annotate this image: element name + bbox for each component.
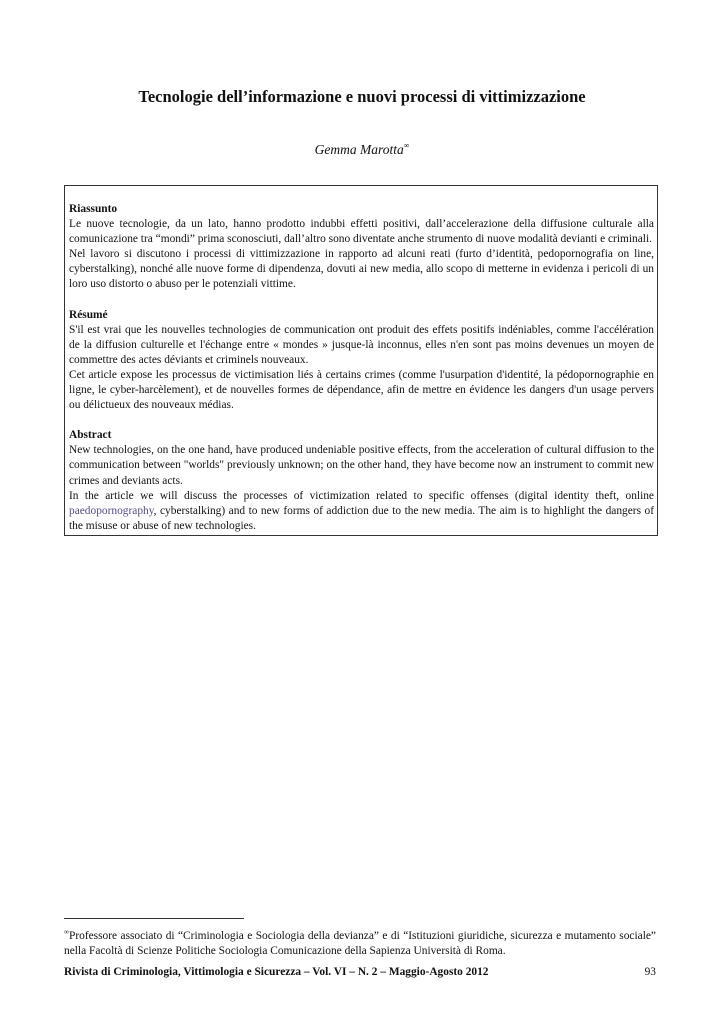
footnote: [64, 925, 656, 959]
abstract-paragraph: New technologies, on the one hand, have produced undeniable positive effects, from the acceleration of cultural diffusion to the communication between "worlds" previously unknown; on the other hand, they have become now an instrument to commit new crimes and deviants acts.: [69, 444, 654, 487]
riassunto-paragraph: Le nuove tecnologie, da un lato, hanno prodotto indubbi effetti positivi, dall’accelerazione della diffusione culturale alla comunicazione tra “mondi” prima sconosciuti, dall’altro sono diventate anche strumento di nuove modalità devianti e criminali.: [69, 218, 654, 246]
journal-footer: Rivista di Criminologia, Vittimologia e Sicurezza – Vol. VI – N. 2 – Maggio-Agosto 2012: [64, 966, 489, 978]
abstract-section: [69, 428, 654, 534]
author-footnote-mark[interactable]: ∞: [403, 141, 410, 150]
abstract-text: , cyberstalking) and to new forms of addiction due to the new media. The aim is to highlight the dangers of the misuse or abuse of new technologies.: [69, 504, 654, 532]
riassunto-section: [69, 202, 654, 293]
article-author: [0, 137, 724, 159]
abstract-heading: Abstract: [69, 429, 112, 442]
footnote-mark: ∞: [64, 928, 69, 936]
riassunto-heading: Riassunto: [69, 203, 118, 215]
riassunto-paragraph: Nel lavoro si discutono i processi di vittimizzazione in rapporto ad alcuni reati (furto d’identità, pedopornografia on line, cyberstalking), nonché alle nuove forme di dipendenza, dovuti ai new media, allo scopo di metterne in evidenza i pericoli di un loro uso distorto o abuso per le potenziali vittime.: [69, 248, 654, 291]
footnote-text: Professore associato di “Criminologia e Sociologia della devianza” e di “Istituzioni giuridiche, sicurezza e mutamento sociale” nella Facoltà di Scienze Politiche Sociologia Comunicazione della Sapienza Università di Roma.: [64, 930, 656, 958]
paedopornography-link[interactable]: paedopornography: [69, 504, 154, 517]
author-name: Gemma Marotta: [314, 142, 404, 157]
page-number: 93: [644, 966, 656, 978]
abstract-paragraph: [69, 489, 654, 534]
resume-section: [69, 308, 654, 414]
resume-heading: Résumé: [69, 308, 108, 321]
footnote-divider: [64, 918, 244, 919]
article-title: Tecnologie dell’informazione e nuovi processi di vittimizzazione: [138, 87, 586, 106]
abstract-text: In the article we will discuss the processes of victimization related to specific offenses (digital identity theft, online: [69, 489, 654, 502]
resume-paragraph: Cet article expose les processus de victimisation liés à certains crimes (comme l'usurpation d'identité, la pédopornographie en ligne, le cyber-harcèlement), et de nouvelles formes de dépendance, afin de mettre en évidence les dangers d'un usage pervers ou délictueux des nouveaux médias.: [69, 368, 654, 412]
abstract-box: [64, 185, 658, 536]
resume-paragraph: S'il est vrai que les nouvelles technologies de communication ont produit des effets positifs indéniables, comme l'accélération de la diffusion culturelle et l'échange entre « mondes » jusque-là inconnus, elles n'en sont pas moins devenues un moyen de commettre des actes déviants et criminels nouveaux.: [69, 323, 654, 366]
